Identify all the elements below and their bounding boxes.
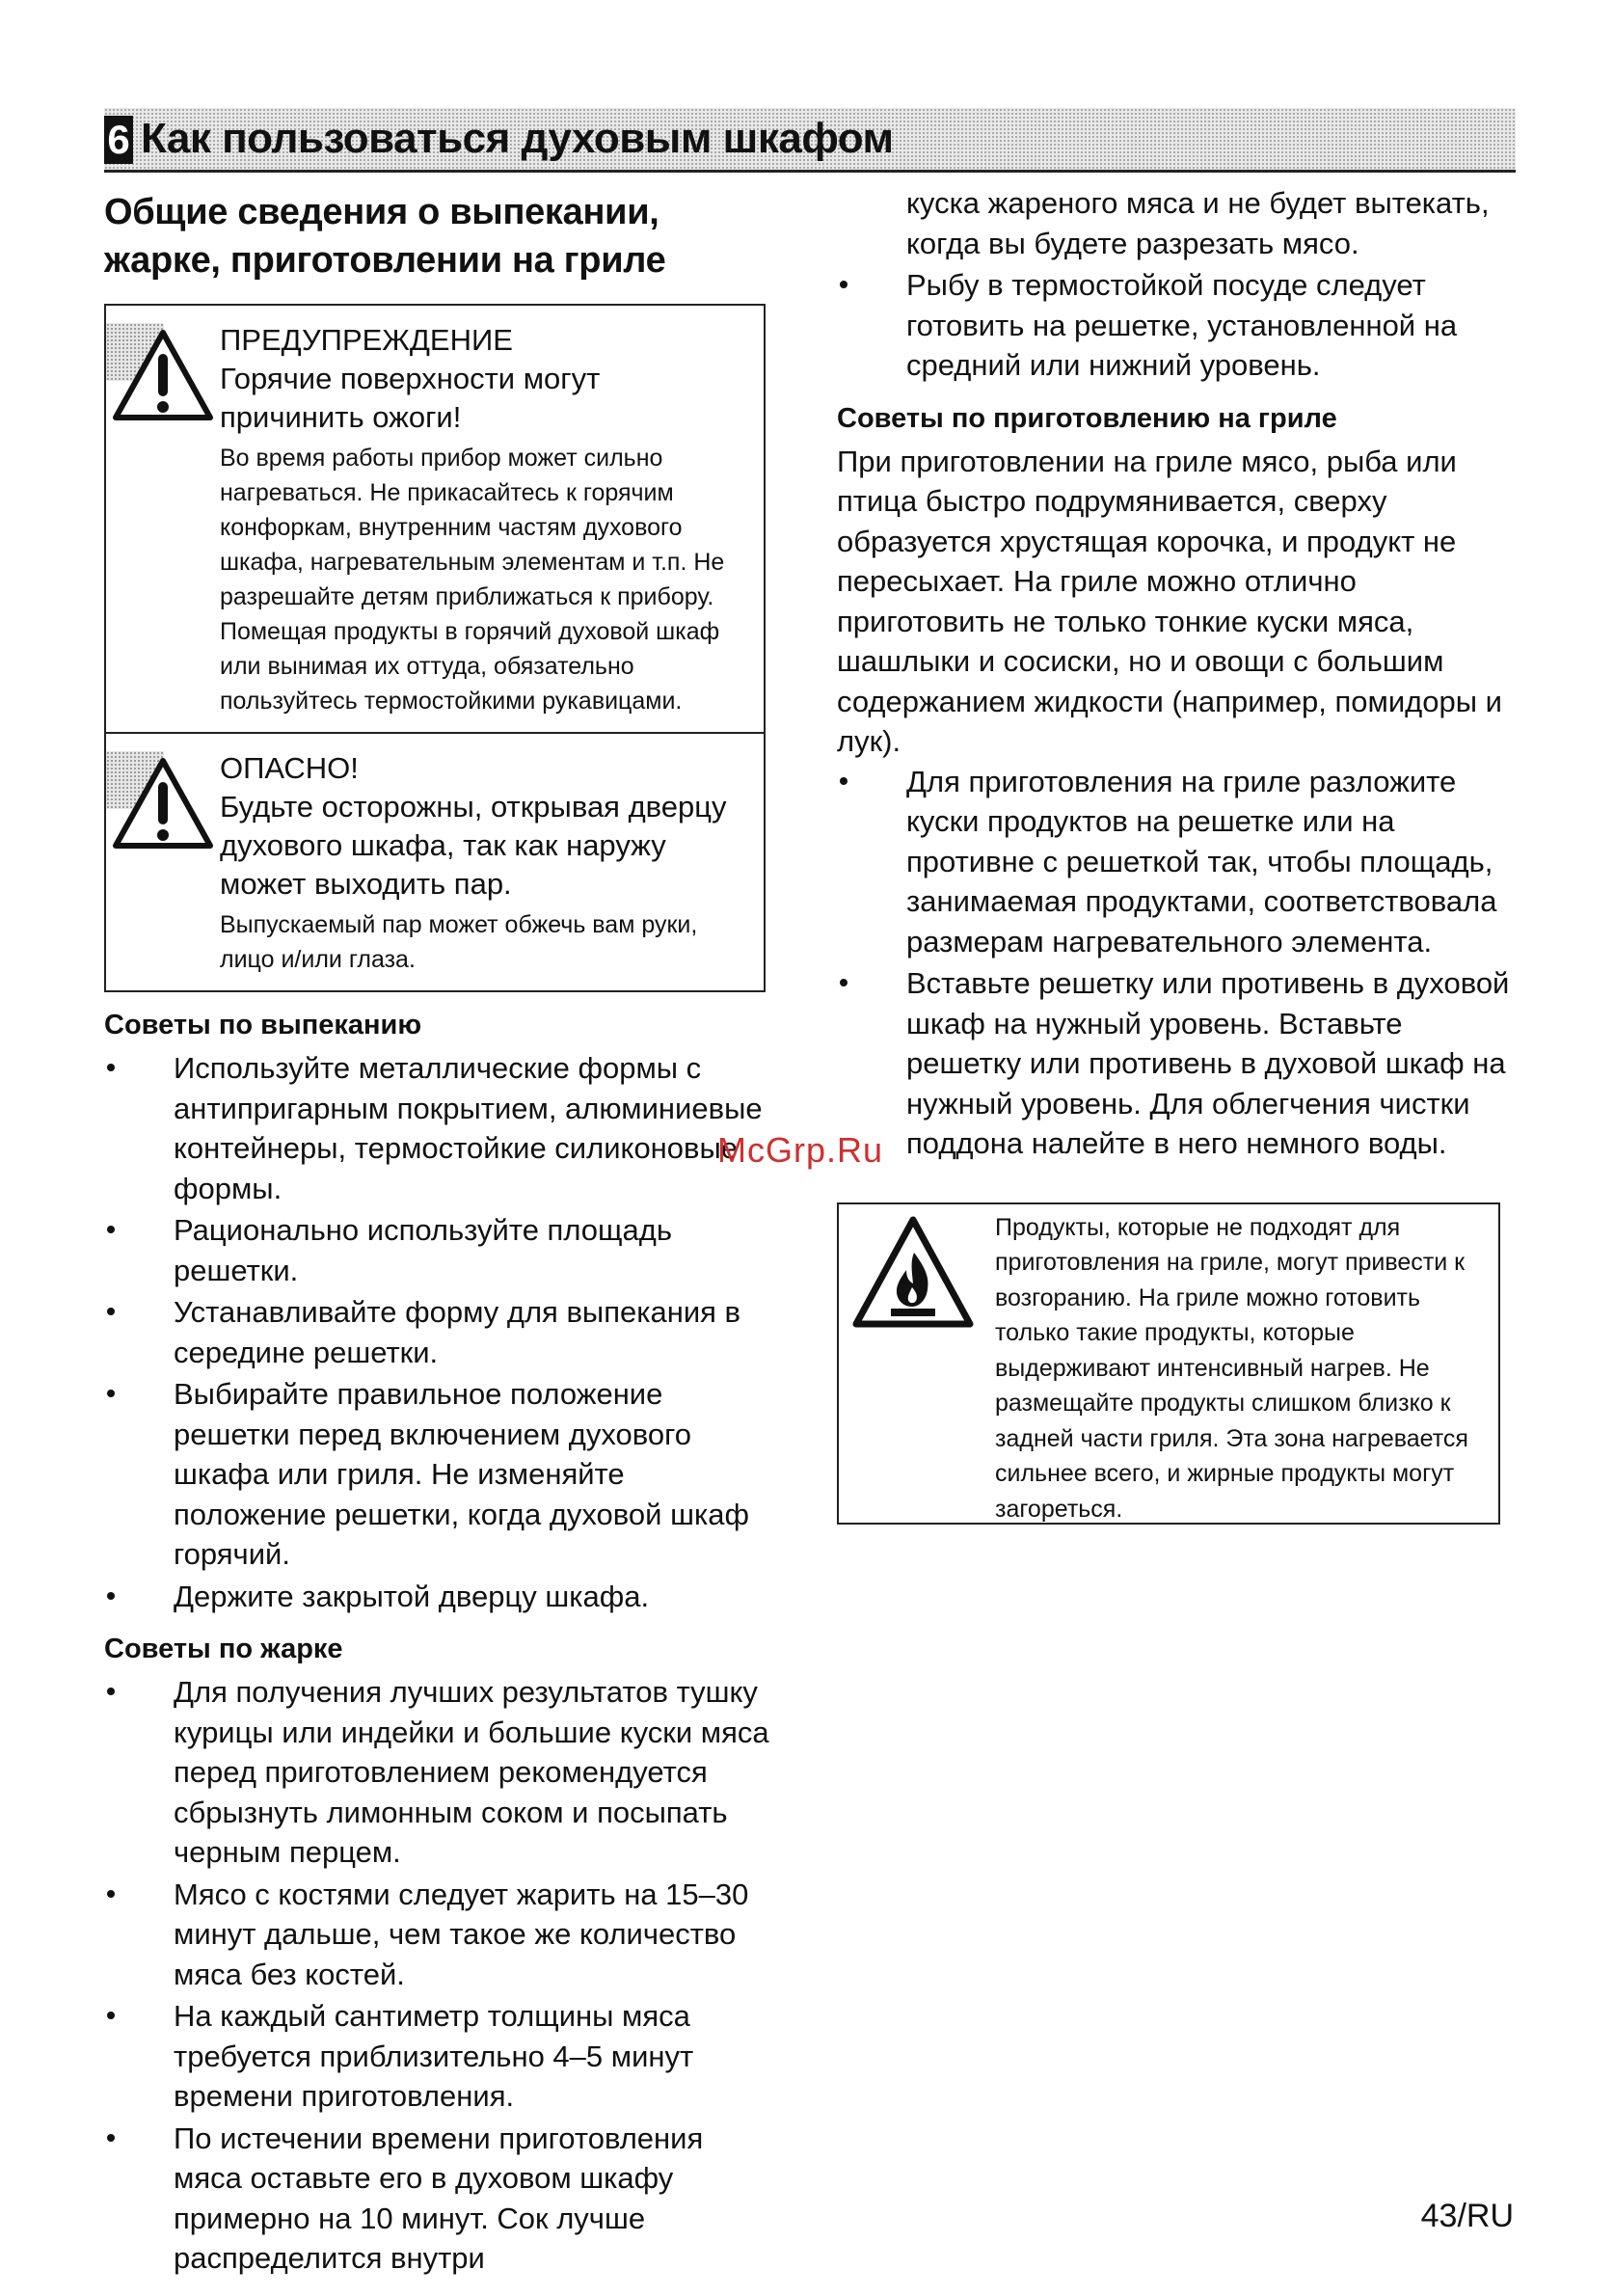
danger-lead: Будьте осторожны, открывая дверцу духового шкафа, так как наружу может выходить пар. (220, 790, 727, 901)
section-heading: Общие сведения о выпекании, жарке, приготовлении на гриле (104, 192, 666, 281)
grill-intro: При приготовлении на гриле мясо, рыба или птица быстро подрумянивается, сверху образуется хрустящая корочка, и продукт не пересыхает. На гриле можно отлично приготовить не только тонкие куски мяса, шашлыки и сосиски, но и овощи с большим содержанием жидкости (например, помидоры и лук). (837, 444, 1502, 758)
page-number: 43/RU (1420, 2198, 1514, 2234)
list-item: Устанавливайте форму для выпекания в середине решетки. (104, 1292, 779, 1372)
chapter-number: 6 (104, 116, 133, 164)
list-item: На каждый сантиметр толщины мяса требуется приблизительно 4–5 минут времени приготовления. (104, 1996, 779, 2117)
fire-hazard-text: Продукты, которые не подходят для приготовления на гриле, могут привести к возгоранию. На гриле можно готовить только такие продукты, которые выдерживают интенсивный нагрев. Не размещайте продукты слишком близко к задней части гриля. Эта зона нагревается сильнее всего, и жирные продукты могут загореться. (995, 1213, 1468, 1523)
danger-body: Выпускаемый пар может обжечь вам руки, лицо и/или глаза. (220, 911, 698, 973)
left-column (104, 188, 779, 2281)
baking-tips-heading: Советы по выпеканию (104, 1010, 422, 1040)
fire-hazard-note (837, 1202, 1500, 1525)
warning-triangle-icon (106, 751, 216, 857)
warning-section-steam (106, 732, 764, 990)
roasting-tips-list-cont (837, 265, 1521, 386)
grill-tips-list (837, 762, 1521, 1164)
grill-tips-heading: Советы по приготовлению на гриле (837, 402, 1337, 434)
list-item: Выбирайте правильное положение решетки перед включением духового шкафа или гриля. Не изменяйте положение решетки, когда духовой шкаф горячий. (104, 1374, 779, 1575)
list-item: По истечении времени приготовления мяса оставьте его в духовом шкафу примерно на 10 минут. Сок лучше распределится внутри (104, 2119, 779, 2279)
danger-title: ОПАСНО! (220, 751, 359, 785)
list-item: Держите закрытой дверцу шкафа. (104, 1577, 779, 1617)
right-column (837, 183, 1521, 1525)
warning-lead: Горячие поверхности могут причинить ожоги! (220, 362, 601, 434)
roasting-tips-heading: Советы по жарке (104, 1634, 343, 1664)
watermark: McGrp.Ru (717, 1130, 884, 1170)
list-item: Для приготовления на гриле разложите куски продуктов на решетке или на противне с решеткой так, чтобы площадь, занимаемая продуктами, соответствовала размерам нагревательного элемента. (837, 762, 1521, 962)
chapter-header (104, 108, 1516, 173)
baking-tips-list (104, 1048, 779, 1616)
warning-box (104, 304, 766, 992)
list-item: Рационально используйте площадь решетки. (104, 1210, 779, 1290)
warning-title: ПРЕДУПРЕЖДЕНИЕ (220, 323, 513, 357)
warning-section-hot-surfaces (106, 306, 764, 732)
list-item: Для получения лучших результатов тушку курицы или индейки и большие куски мяса перед приготовлением рекомендуется сбрызнуть лимонным соком и посыпать черным перцем. (104, 1672, 779, 1873)
roasting-tips-list (104, 1672, 779, 2279)
list-item: Мясо с костями следует жарить на 15–30 минут дальше, чем такое же количество мяса без костей. (104, 1875, 779, 1995)
roasting-continuation: куска жареного мяса и не будет вытекать, когда вы будете разрезать мясо. (906, 186, 1490, 260)
warning-body: Во время работы прибор может сильно нагреваться. Не прикасайтесь к горячим конфоркам, внутренним частям духового шкафа, нагревательным элементам и т.п. Не разрешайте детям приближаться к прибору. Помещая продукты в горячий духовой шкаф или вынимая их оттуда, обязательно пользуйтесь термостойкими рукавицами. (220, 445, 725, 715)
list-item: Рыбу в термостойкой посуде следует готовить на решетке, установленной на средний или нижний уровень. (837, 265, 1521, 386)
warning-triangle-icon (106, 323, 216, 429)
flammable-icon (850, 1214, 976, 1337)
list-item: Используйте металлические формы с антипригарным покрытием, алюминиевые контейнеры, термостойкие силиконовые формы. (104, 1048, 779, 1208)
list-item: Вставьте решетку или противень в духовой шкаф на нужный уровень. Вставьте решетку или противень в духовой шкаф на нужный уровень. Для облегчения чистки поддона налейте в него немного воды. (837, 963, 1521, 1164)
chapter-title: Как пользоваться духовым шкафом (141, 115, 894, 162)
